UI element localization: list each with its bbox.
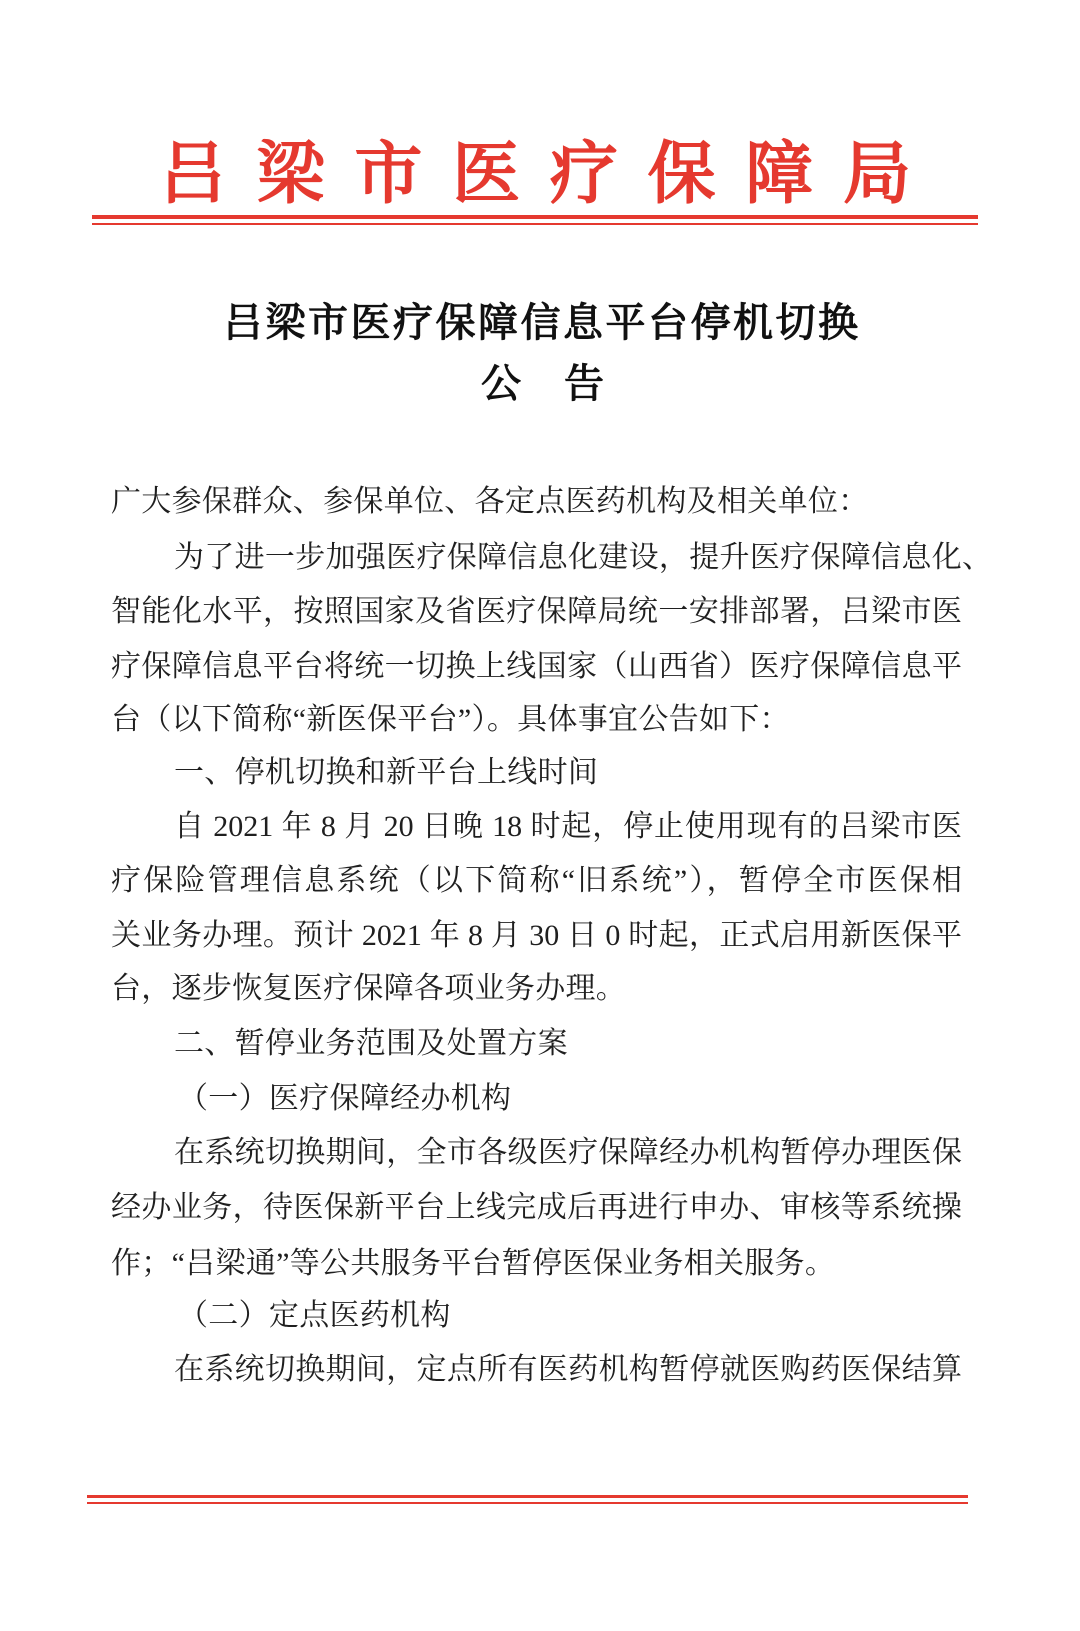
section-heading: 一、停机切换和新平台上线时间 xyxy=(174,755,599,790)
subsection-heading: （一）医疗保障经办机构 xyxy=(178,1082,512,1115)
subsection-body-line: 作；“吕梁通”等公共服务平台暂停医保业务相关服务。 xyxy=(111,1247,836,1280)
subsection-body-line: 在系统切换期间，全市各级医疗保障经办机构暂停办理医保 xyxy=(174,1136,962,1169)
intro-line: 为了进一步加强医疗保障信息化建设，提升医疗保障信息化、 xyxy=(174,541,992,574)
letterhead-rule-thin xyxy=(92,223,978,225)
section-heading: 二、暂停业务范围及处置方案 xyxy=(174,1026,568,1061)
notice-title-announcement: 公 告 xyxy=(481,361,604,406)
notice-title: 吕梁市医疗保障信息平台停机切换 xyxy=(223,300,858,345)
section-body-line: 自 2021 年 8 月 20 日晚 18 时起，停止使用现有的吕梁市医 xyxy=(174,810,962,843)
section-body-line: 关业务办理。预计 2021 年 8 月 30 日 0 时起，正式启用新医保平 xyxy=(111,919,962,952)
salutation: 广大参保群众、参保单位、各定点医药机构及相关单位： xyxy=(111,485,869,518)
subsection-body-line: 经办业务，待医保新平台上线完成后再进行申办、审核等系统操 xyxy=(111,1191,962,1224)
intro-line: 智能化水平，按照国家及省医疗保障局统一安排部署，吕梁市医 xyxy=(111,595,962,628)
letterhead-org-name: 吕梁市医疗保障局 xyxy=(159,136,911,212)
intro-line: 台（以下简称“新医保平台”）。具体事宜公告如下： xyxy=(111,703,790,736)
footer-rule-lower xyxy=(87,1502,968,1504)
section-body-line: 台，逐步恢复医疗保障各项业务办理。 xyxy=(111,972,627,1005)
letterhead-rule-thick xyxy=(92,215,978,219)
subsection-body-line: 在系统切换期间，定点所有医药机构暂停就医购药医保结算 xyxy=(174,1353,962,1386)
section-body-line: 疗保险管理信息系统（以下简称“旧系统”），暂停全市医保相 xyxy=(111,864,962,897)
intro-line: 疗保障信息平台将统一切换上线国家（山西省）医疗保障信息平 xyxy=(111,650,962,683)
subsection-heading: （二）定点医药机构 xyxy=(178,1299,451,1332)
footer-rule-upper xyxy=(87,1495,968,1498)
